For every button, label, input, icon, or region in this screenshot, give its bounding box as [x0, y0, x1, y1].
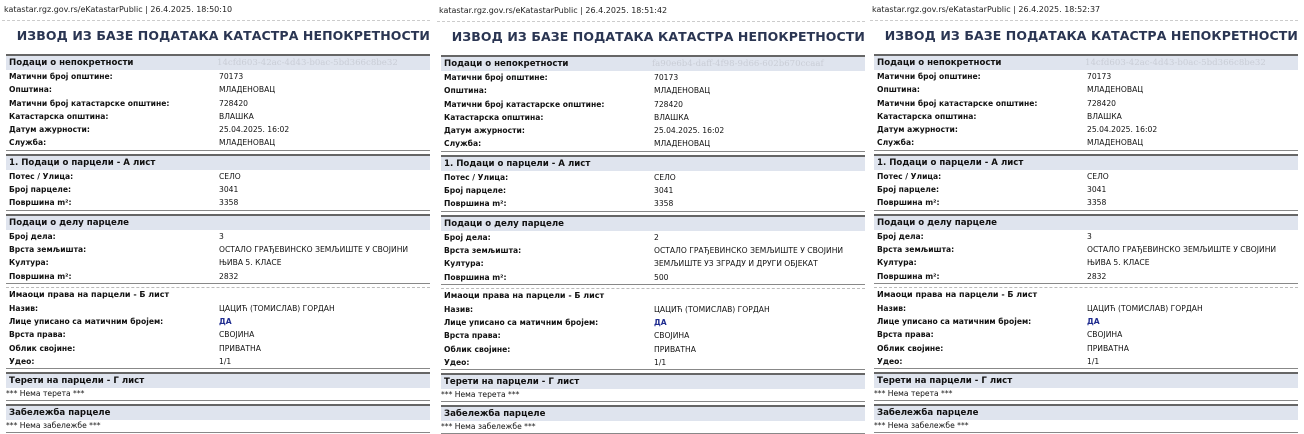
data-row	[441, 231, 865, 244]
data-row	[874, 97, 1298, 110]
row-label: Површина m²:	[877, 198, 940, 208]
row-value: ЦАЦИЋ (ТОМИСЛАВ) ГОРДАН	[219, 303, 335, 313]
row-label: Општина:	[877, 85, 920, 95]
row-label: Удео:	[444, 358, 470, 368]
section-title: Подаци о непокретности	[444, 59, 569, 69]
row-label: Број дела:	[877, 231, 924, 241]
row-label: Култура:	[877, 258, 917, 268]
page-url-timestamp: katastar.rgz.gov.rs/eKatastarPublic | 26.4.2025. 18:52:37	[872, 5, 1101, 14]
data-row	[441, 303, 865, 316]
row-value: 3041	[1087, 185, 1107, 195]
row-value: 3041	[654, 186, 674, 196]
row-value: МЛАДЕНОВАЦ	[654, 139, 711, 149]
row-value: СЕЛО	[654, 172, 676, 182]
data-row	[874, 183, 1298, 196]
section-note-remarks: *** Нема забележбе ***	[874, 420, 1298, 433]
row-value: 728420	[219, 98, 248, 108]
row-value: 3041	[219, 185, 239, 195]
row-value: ЦАЦИЋ (ТОМИСЛАВ) ГОРДАН	[1087, 303, 1203, 313]
data-row	[441, 98, 865, 111]
row-value: ОСТАЛО ГРАЂЕВИНСКО ЗЕМЉИШТЕ У СВОЈИНИ	[1087, 244, 1277, 254]
data-row	[874, 170, 1298, 183]
row-value: СВОЈИНА	[219, 330, 255, 340]
document-title: ИЗВОД ИЗ БАЗЕ ПОДАТАКА КАТАСТРА НЕПОКРЕТНОСТИ	[16, 28, 430, 43]
row-value: 25.04.2025. 16:02	[654, 126, 725, 136]
row-value: СВОЈИНА	[1087, 330, 1123, 340]
section-note-remarks: *** Нема забележбе ***	[441, 421, 865, 434]
data-row	[441, 329, 865, 342]
row-value: ВЛАШКА	[219, 111, 254, 121]
section-title: Забележба парцеле	[877, 408, 979, 419]
row-label: Површина m²:	[9, 198, 72, 208]
section-title: 1. Подаци о парцели - А лист	[9, 157, 156, 168]
row-label: Лице уписано са матичним бројем:	[9, 317, 164, 327]
data-row	[441, 84, 865, 97]
row-label: Датум ажурности:	[877, 125, 958, 135]
data-row	[6, 196, 430, 209]
section-title: Имаоци права на парцели - Б лист	[877, 289, 1038, 299]
section-rows-owners	[441, 303, 865, 370]
row-value: МЛАДЕНОВАЦ	[1087, 85, 1144, 95]
row-value: СВОЈИНА	[654, 331, 690, 341]
row-value: 3358	[1087, 198, 1107, 208]
section-header-owners	[6, 287, 430, 302]
row-label: Удео:	[877, 357, 903, 367]
row-label: Служба:	[444, 139, 482, 149]
data-row	[874, 110, 1298, 123]
data-row	[6, 183, 430, 196]
row-label: Облик својине:	[877, 343, 944, 353]
section-header-parcel	[874, 154, 1298, 170]
row-value: 3	[219, 231, 224, 241]
section-rows-property	[441, 71, 865, 152]
row-label: Назив:	[444, 304, 474, 314]
row-value: 3358	[219, 198, 239, 208]
section-header-parcel	[6, 154, 430, 170]
data-row	[6, 97, 430, 110]
section-header-burdens	[441, 373, 865, 389]
section-title: Терети на парцели - Г лист	[877, 376, 1013, 387]
row-label: Матични број општине:	[9, 72, 113, 81]
extract-body	[441, 52, 865, 434]
row-value: ЊИВА 5. КЛАСЕ	[1087, 258, 1150, 268]
row-label: Матични број општине:	[444, 73, 548, 82]
section-header-owners	[441, 288, 865, 303]
data-row	[441, 124, 865, 137]
section-note-remarks: *** Нема забележбе ***	[6, 420, 430, 433]
data-row	[6, 256, 430, 269]
row-label: Број парцеле:	[444, 186, 507, 196]
row-value: МЛАДЕНОВАЦ	[219, 85, 276, 95]
section-header-owners	[874, 287, 1298, 302]
row-label: Култура:	[9, 258, 49, 268]
row-label: Катастарска општина:	[9, 111, 109, 121]
data-row	[6, 243, 430, 256]
section-rows-parcel	[874, 170, 1298, 211]
data-row	[441, 316, 865, 329]
section-header-part	[874, 214, 1298, 230]
data-row	[6, 355, 430, 368]
data-row	[441, 171, 865, 184]
data-row	[441, 71, 865, 84]
property-guid: 14cfd603-42ac-4d43-b0ac-5bd366c8be32	[1085, 58, 1266, 68]
data-row	[874, 315, 1298, 328]
data-row	[874, 302, 1298, 315]
row-label: Површина m²:	[9, 271, 72, 281]
data-row	[441, 356, 865, 369]
row-label: Матични број катастарске општине:	[444, 99, 605, 109]
row-value: 728420	[1087, 98, 1116, 108]
row-label: Лице уписано са матичним бројем:	[877, 317, 1032, 327]
data-row	[6, 230, 430, 243]
row-label: Датум ажурности:	[444, 126, 525, 136]
row-value: ОСТАЛО ГРАЂЕВИНСКО ЗЕМЉИШТЕ У СВОЈИНИ	[219, 244, 409, 254]
row-label: Назив:	[877, 303, 907, 313]
row-value: ДА	[1087, 317, 1100, 327]
row-label: Број парцеле:	[9, 185, 72, 195]
page-url-timestamp: katastar.rgz.gov.rs/eKatastarPublic | 26.4.2025. 18:50:10	[4, 5, 233, 14]
data-row	[874, 123, 1298, 136]
row-label: Врста земљишта:	[877, 244, 955, 254]
data-row	[874, 270, 1298, 283]
row-label: Број дела:	[444, 232, 491, 242]
row-label: Култура:	[444, 259, 484, 269]
section-rows-property	[874, 70, 1298, 151]
data-row	[441, 111, 865, 124]
section-rows-property	[6, 70, 430, 151]
extract-panel	[870, 0, 1298, 431]
row-label: Облик својине:	[9, 343, 76, 353]
divider	[2, 20, 430, 21]
row-value: 1/1	[654, 358, 667, 368]
document-title: ИЗВОД ИЗ БАЗЕ ПОДАТАКА КАТАСТРА НЕПОКРЕТНОСТИ	[884, 28, 1298, 43]
data-row	[874, 230, 1298, 243]
data-row	[441, 137, 865, 150]
data-row	[874, 196, 1298, 209]
row-label: Матични број катастарске општине:	[9, 98, 170, 108]
row-label: Лице уписано са матичним бројем:	[444, 318, 599, 328]
row-label: Врста права:	[444, 331, 501, 341]
row-label: Врста земљишта:	[444, 245, 522, 255]
section-rows-owners	[6, 302, 430, 369]
data-row	[874, 355, 1298, 368]
row-label: Површина m²:	[444, 272, 507, 282]
data-row	[6, 110, 430, 123]
row-value: 2832	[1087, 271, 1107, 281]
row-label: Датум ажурности:	[9, 125, 90, 135]
section-title: Терети на парцели - Г лист	[9, 376, 145, 387]
row-value: ПРИВАТНА	[1087, 343, 1129, 353]
section-title: Забележба парцеле	[444, 409, 546, 420]
data-row	[6, 342, 430, 355]
data-row	[874, 342, 1298, 355]
section-header-burdens	[6, 372, 430, 388]
row-label: Служба:	[877, 138, 915, 148]
row-label: Служба:	[9, 138, 47, 148]
row-value: ЗЕМЉИШТЕ УЗ ЗГРАДУ И ДРУГИ ОБЈЕКАТ	[654, 259, 818, 269]
section-title: Терети на парцели - Г лист	[444, 377, 580, 388]
row-value: ДА	[654, 318, 667, 328]
data-row	[6, 83, 430, 96]
data-row	[6, 328, 430, 341]
row-value: МЛАДЕНОВАЦ	[654, 86, 711, 96]
row-label: Општина:	[9, 85, 52, 95]
divider	[437, 21, 865, 22]
extract-body	[6, 51, 430, 433]
row-value: 70173	[219, 72, 244, 81]
section-title: Забележба парцеле	[9, 408, 111, 419]
row-label: Број парцеле:	[877, 185, 940, 195]
row-label: Површина m²:	[877, 271, 940, 281]
row-label: Катастарска општина:	[877, 111, 977, 121]
data-row	[6, 170, 430, 183]
data-row	[874, 136, 1298, 149]
data-row	[6, 315, 430, 328]
extract-body	[874, 51, 1298, 433]
row-label: Врста права:	[9, 330, 66, 340]
data-row	[441, 184, 865, 197]
row-value: ПРИВАТНА	[654, 344, 696, 354]
section-header-part	[6, 214, 430, 230]
row-value: СЕЛО	[219, 171, 241, 181]
row-value: 1/1	[1087, 357, 1100, 367]
data-row	[441, 343, 865, 356]
section-rows-part	[441, 231, 865, 285]
row-value: 70173	[654, 73, 679, 82]
data-row	[874, 70, 1298, 83]
data-row	[874, 328, 1298, 341]
section-header-property	[6, 54, 430, 70]
section-note-burdens: *** Нема терета ***	[6, 388, 430, 401]
row-value: СЕЛО	[1087, 171, 1109, 181]
row-value: ОСТАЛО ГРАЂЕВИНСКО ЗЕМЉИШТЕ У СВОЈИНИ	[654, 245, 844, 255]
row-value: 728420	[654, 99, 683, 109]
row-label: Врста земљишта:	[9, 244, 87, 254]
section-title: Подаци о делу парцеле	[9, 217, 129, 228]
row-value: ЦАЦИЋ (ТОМИСЛАВ) ГОРДАН	[654, 304, 770, 314]
section-title: Подаци о делу парцеле	[444, 218, 564, 229]
section-header-remarks	[6, 404, 430, 420]
data-row	[6, 123, 430, 136]
row-value: ВЛАШКА	[1087, 111, 1122, 121]
section-header-remarks	[874, 404, 1298, 420]
divider	[870, 20, 1298, 21]
row-label: Матични број општине:	[877, 72, 981, 81]
property-guid: 14cfd603-42ac-4d43-b0ac-5bd366c8be32	[217, 58, 398, 68]
row-label: Врста права:	[877, 330, 934, 340]
section-title: Подаци о непокретности	[877, 58, 1002, 68]
section-title: Имаоци права на парцели - Б лист	[444, 290, 605, 300]
section-header-parcel	[441, 155, 865, 171]
row-value: МЛАДЕНОВАЦ	[1087, 138, 1144, 148]
row-value: 2832	[219, 271, 239, 281]
section-rows-parcel	[6, 170, 430, 211]
section-header-property	[441, 55, 865, 71]
row-label: Број дела:	[9, 231, 56, 241]
section-header-part	[441, 215, 865, 231]
data-row	[6, 136, 430, 149]
section-title: Имаоци права на парцели - Б лист	[9, 289, 170, 299]
section-rows-parcel	[441, 171, 865, 212]
row-value: ВЛАШКА	[654, 112, 689, 122]
row-value: МЛАДЕНОВАЦ	[219, 138, 276, 148]
section-note-burdens: *** Нема терета ***	[441, 389, 865, 402]
row-value: 1/1	[219, 357, 232, 367]
row-label: Удео:	[9, 357, 35, 367]
row-label: Потес / Улица:	[444, 172, 509, 182]
row-value: 3	[1087, 231, 1092, 241]
extract-panel	[437, 1, 865, 432]
section-header-remarks	[441, 405, 865, 421]
data-row	[6, 70, 430, 83]
row-label: Матични број катастарске општине:	[877, 98, 1038, 108]
section-rows-part	[874, 230, 1298, 284]
row-value: 2	[654, 232, 659, 242]
row-label: Потес / Улица:	[877, 171, 942, 181]
data-row	[6, 302, 430, 315]
data-row	[874, 83, 1298, 96]
section-title: 1. Подаци о парцели - А лист	[877, 157, 1024, 168]
section-title: Подаци о делу парцеле	[877, 217, 997, 228]
extract-panel	[2, 0, 430, 431]
data-row	[441, 197, 865, 210]
section-title: Подаци о непокретности	[9, 58, 134, 68]
row-value: 70173	[1087, 72, 1112, 81]
row-value: 3358	[654, 199, 674, 209]
data-row	[441, 257, 865, 270]
section-rows-part	[6, 230, 430, 284]
row-value: 25.04.2025. 16:02	[219, 125, 290, 135]
row-label: Катастарска општина:	[444, 112, 544, 122]
row-label: Назив:	[9, 303, 39, 313]
row-label: Површина m²:	[444, 199, 507, 209]
row-label: Општина:	[444, 86, 487, 96]
row-value: ПРИВАТНА	[219, 343, 261, 353]
row-value: 500	[654, 272, 669, 282]
data-row	[441, 244, 865, 257]
section-rows-owners	[874, 302, 1298, 369]
section-note-burdens: *** Нема терета ***	[874, 388, 1298, 401]
row-value: 25.04.2025. 16:02	[1087, 125, 1158, 135]
data-row	[874, 243, 1298, 256]
data-row	[874, 256, 1298, 269]
section-header-property	[874, 54, 1298, 70]
document-title: ИЗВОД ИЗ БАЗЕ ПОДАТАКА КАТАСТРА НЕПОКРЕТНОСТИ	[451, 29, 865, 44]
property-guid: fa90e6b4-daff-4f98-9d66-602b670ccaaf	[652, 59, 824, 69]
section-header-burdens	[874, 372, 1298, 388]
row-label: Потес / Улица:	[9, 171, 74, 181]
row-label: Облик својине:	[444, 344, 511, 354]
page-url-timestamp: katastar.rgz.gov.rs/eKatastarPublic | 26.4.2025. 18:51:42	[439, 6, 668, 15]
row-value: ЊИВА 5. КЛАСЕ	[219, 258, 282, 268]
row-value: ДА	[219, 317, 232, 327]
data-row	[6, 270, 430, 283]
section-title: 1. Подаци о парцели - А лист	[444, 158, 591, 169]
data-row	[441, 271, 865, 284]
